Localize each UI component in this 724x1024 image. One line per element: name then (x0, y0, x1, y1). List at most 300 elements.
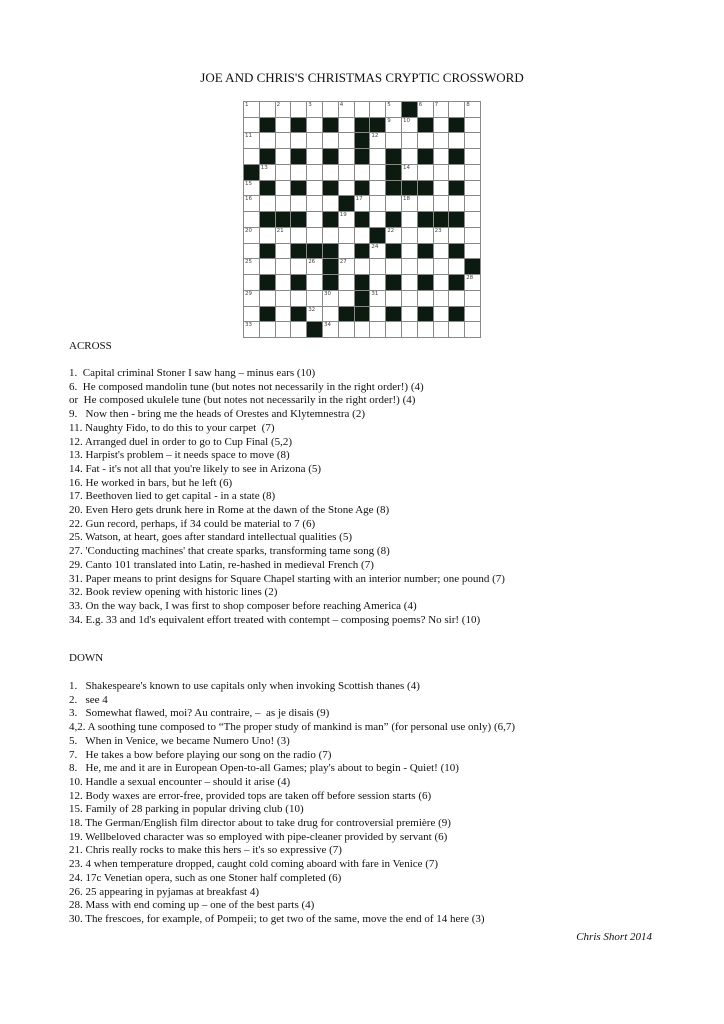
grid-cell[interactable] (449, 291, 464, 306)
grid-block (291, 212, 306, 227)
grid-cell[interactable] (402, 196, 417, 211)
grid-cell[interactable] (434, 259, 449, 274)
clue-number: 17 (355, 196, 363, 203)
grid-block (323, 259, 338, 274)
grid-cell[interactable] (276, 244, 291, 259)
grid-cell[interactable] (260, 259, 275, 274)
grid-cell[interactable] (434, 149, 449, 164)
grid-cell[interactable] (291, 133, 306, 148)
grid-cell[interactable] (276, 275, 291, 290)
down-clue: 23. 4 when temperature dropped, caught cold coming aboard with fare in Venice (7) (69, 858, 439, 871)
grid-cell[interactable] (355, 322, 370, 337)
grid-block (386, 212, 401, 227)
across-clue: 9. Now then - bring me the heads of Orestes and Klytemnestra (2) (69, 408, 366, 421)
grid-cell[interactable] (276, 322, 291, 337)
grid-cell[interactable] (402, 259, 417, 274)
grid-cell[interactable] (386, 291, 401, 306)
grid-block (449, 149, 464, 164)
grid-cell[interactable] (402, 212, 417, 227)
grid-cell[interactable] (418, 165, 433, 180)
clue-number: 15 (245, 180, 252, 187)
grid-cell[interactable] (434, 133, 449, 148)
grid-cell[interactable] (244, 291, 259, 306)
grid-cell[interactable] (449, 228, 464, 243)
grid-cell[interactable] (307, 181, 322, 196)
across-clue: 13. Harpist's problem – it needs space to move (8) (69, 449, 290, 462)
grid-block (449, 307, 464, 322)
grid-cell[interactable] (260, 196, 275, 211)
grid-cell[interactable] (260, 291, 275, 306)
down-clue: 15. Family of 28 parking in popular driving club (10) (69, 803, 304, 816)
across-clue: 32. Book review opening with historic lines (2) (69, 586, 278, 599)
grid-block (244, 165, 259, 180)
grid-cell[interactable] (465, 149, 480, 164)
clue-number: 13 (260, 164, 268, 171)
grid-cell[interactable] (260, 165, 275, 180)
grid-cell[interactable] (418, 228, 433, 243)
down-clue: 7. He takes a bow before playing our song on the radio (7) (69, 748, 332, 761)
grid-cell[interactable] (323, 228, 338, 243)
grid-block (323, 212, 338, 227)
clue-number: 9 (387, 117, 391, 124)
grid-cell[interactable] (339, 291, 354, 306)
grid-block (355, 212, 370, 227)
grid-block (355, 118, 370, 133)
clue-number: 20 (245, 227, 252, 234)
grid-cell[interactable] (386, 322, 401, 337)
grid-cell[interactable] (370, 275, 385, 290)
grid-cell[interactable] (339, 165, 354, 180)
down-clue-list (69, 680, 515, 927)
grid-cell[interactable] (323, 322, 338, 337)
grid-cell[interactable] (370, 165, 385, 180)
grid-block (323, 181, 338, 196)
grid-cell[interactable] (323, 102, 338, 117)
grid-cell[interactable] (323, 165, 338, 180)
grid-cell[interactable] (465, 307, 480, 322)
grid-block (260, 212, 275, 227)
grid-block (418, 275, 433, 290)
grid-block (291, 307, 306, 322)
grid-cell[interactable] (291, 165, 306, 180)
across-clue: 12. Arranged duel in order to go to Cup Final (5,2) (69, 435, 293, 448)
down-clue: 21. Chris really rocks to make this hers – it's so expressive (7) (69, 844, 342, 857)
grid-cell[interactable] (244, 275, 259, 290)
clue-number: 7 (434, 102, 439, 108)
grid-cell[interactable] (386, 102, 401, 117)
grid-block (370, 118, 385, 133)
grid-block (402, 181, 417, 196)
grid-cell[interactable] (276, 102, 291, 117)
grid-block (260, 181, 275, 196)
grid-cell[interactable] (370, 133, 385, 148)
grid-block (291, 275, 306, 290)
down-clue: 3. Somewhat flawed, moi? Au contraire, – as je disais (9) (69, 707, 330, 720)
across-clue: 6. He composed mandolin tune (but notes not necessarily in the right order!) (4) (69, 380, 424, 393)
across-clue: 11. Naughty Fido, to do this to your carpet (7) (69, 421, 275, 434)
grid-block (307, 322, 322, 337)
grid-cell[interactable] (244, 322, 259, 337)
grid-cell[interactable] (339, 259, 354, 274)
grid-cell[interactable] (418, 259, 433, 274)
grid-cell[interactable] (291, 228, 306, 243)
clue-number: 34 (324, 322, 331, 329)
grid-cell[interactable] (276, 307, 291, 322)
grid-cell[interactable] (307, 212, 322, 227)
grid-block (323, 244, 338, 259)
grid-cell[interactable] (276, 149, 291, 164)
grid-cell[interactable] (307, 307, 322, 322)
grid-cell[interactable] (465, 228, 480, 243)
grid-cell[interactable] (339, 275, 354, 290)
grid-block (418, 307, 433, 322)
across-clue: 27. 'Conducting machines' that create sparks, transforming tame song (8) (69, 545, 390, 558)
grid-block (323, 149, 338, 164)
page-title: JOE AND CHRIS'S CHRISTMAS CRYPTIC CROSSWORD (200, 70, 524, 85)
grid-cell[interactable] (370, 307, 385, 322)
grid-cell[interactable] (244, 118, 259, 133)
grid-cell[interactable] (355, 259, 370, 274)
grid-cell[interactable] (434, 307, 449, 322)
across-clue-list (69, 367, 505, 627)
grid-cell[interactable] (465, 196, 480, 211)
down-clue: 5. When in Venice, we became Numero Uno! (3) (69, 734, 290, 747)
down-clue: 26. 25 appearing in pyjamas at breakfast 4) (69, 885, 259, 898)
grid-cell[interactable] (465, 165, 480, 180)
grid-cell[interactable] (434, 181, 449, 196)
down-clue: 30. The frescoes, for example, of Pompeii; to get two of the same, move the end of 14 here (3) (69, 912, 485, 925)
grid-cell[interactable] (244, 244, 259, 259)
clue-number: 33 (245, 322, 252, 329)
grid-cell[interactable] (244, 307, 259, 322)
grid-cell[interactable] (260, 133, 275, 148)
grid-cell[interactable] (244, 259, 259, 274)
grid-cell[interactable] (276, 259, 291, 274)
grid-cell[interactable] (276, 196, 291, 211)
grid-block (386, 275, 401, 290)
grid-cell[interactable] (402, 307, 417, 322)
grid-cell[interactable] (418, 196, 433, 211)
clue-number: 26 (308, 259, 316, 266)
grid-cell[interactable] (370, 244, 385, 259)
down-heading-text: DOWN (69, 652, 104, 664)
grid-cell[interactable] (449, 102, 464, 117)
clue-number: 24 (371, 243, 379, 250)
grid-cell[interactable] (339, 244, 354, 259)
grid-cell[interactable] (323, 196, 338, 211)
across-clue: 1. Capital criminal Stoner I saw hang – minus ears (10) (69, 367, 316, 379)
grid-block (386, 165, 401, 180)
grid-cell[interactable] (291, 102, 306, 117)
grid-cell[interactable] (244, 133, 259, 148)
clue-number: 30 (324, 290, 331, 297)
across-heading (69, 340, 112, 354)
grid-cell[interactable] (323, 307, 338, 322)
grid-cell[interactable] (449, 259, 464, 274)
grid-cell[interactable] (434, 244, 449, 259)
grid-cell[interactable] (244, 228, 259, 243)
grid-cell[interactable] (370, 102, 385, 117)
grid-cell[interactable] (402, 165, 417, 180)
clue-number: 16 (245, 196, 252, 203)
clue-number: 5 (387, 102, 391, 108)
grid-block (418, 118, 433, 133)
grid-cell[interactable] (434, 322, 449, 337)
grid-block (291, 181, 306, 196)
grid-block (370, 228, 385, 243)
grid-cell[interactable] (449, 322, 464, 337)
grid-block (418, 212, 433, 227)
grid-cell[interactable] (244, 212, 259, 227)
down-clue: 24. 17c Venetian opera, such as one Stoner half completed (6) (69, 871, 342, 884)
grid-cell[interactable] (339, 102, 354, 117)
grid-cell[interactable] (339, 322, 354, 337)
grid-cell[interactable] (386, 259, 401, 274)
down-clue: 12. Body waxes are error-free, provided tops are taken off before session starts (6) (69, 789, 432, 802)
grid-cell[interactable] (434, 196, 449, 211)
grid-cell[interactable] (370, 291, 385, 306)
grid-cell[interactable] (291, 291, 306, 306)
grid-cell[interactable] (465, 291, 480, 306)
grid-cell[interactable] (276, 228, 291, 243)
grid-block (418, 149, 433, 164)
grid-cell[interactable] (260, 102, 275, 117)
grid-block (355, 133, 370, 148)
across-clue: 29. Canto 101 translated into Latin, re-hashed in medieval French (7) (69, 558, 374, 571)
grid-cell[interactable] (276, 291, 291, 306)
grid-cell[interactable] (402, 133, 417, 148)
grid-block (355, 181, 370, 196)
grid-cell[interactable] (402, 291, 417, 306)
grid-cell[interactable] (291, 322, 306, 337)
grid-cell[interactable] (291, 196, 306, 211)
grid-cell[interactable] (260, 228, 275, 243)
grid-cell[interactable] (355, 102, 370, 117)
grid-block (355, 291, 370, 306)
grid-block (386, 307, 401, 322)
across-clue: 25. Watson, at heart, goes after standard intellectual qualities (5) (69, 531, 352, 544)
grid-block (355, 244, 370, 259)
grid-block (355, 149, 370, 164)
clue-number: 3 (308, 102, 312, 108)
grid-cell[interactable] (402, 244, 417, 259)
crossword-grid (243, 101, 481, 338)
grid-cell[interactable] (307, 165, 322, 180)
grid-cell[interactable] (449, 165, 464, 180)
grid-cell[interactable] (449, 133, 464, 148)
grid-cell[interactable] (260, 322, 275, 337)
grid-cell[interactable] (339, 149, 354, 164)
grid-cell[interactable] (244, 102, 259, 117)
grid-cell[interactable] (370, 196, 385, 211)
across-clue: 34. E.g. 33 and 1d's equivalent effort treated with contempt – composing poems? No sir! (10) (69, 613, 481, 626)
down-clue: 1. Shakespeare's known to use capitals only when invoking Scottish thanes (4) (69, 680, 420, 692)
grid-cell[interactable] (339, 228, 354, 243)
grid-cell[interactable] (434, 118, 449, 133)
grid-block (291, 118, 306, 133)
grid-cell[interactable] (307, 102, 322, 117)
clue-number: 10 (403, 117, 410, 124)
grid-block (323, 275, 338, 290)
grid-cell[interactable] (355, 228, 370, 243)
grid-cell[interactable] (386, 228, 401, 243)
grid-cell[interactable] (276, 118, 291, 133)
grid-cell[interactable] (370, 149, 385, 164)
grid-block (291, 244, 306, 259)
grid-cell[interactable] (402, 228, 417, 243)
across-clue: 17. Beethoven lied to get capital - in a state (8) (69, 490, 276, 503)
grid-cell[interactable] (339, 181, 354, 196)
clue-number: 18 (403, 196, 410, 203)
across-clue: 22. Gun record, perhaps, if 34 could be material to 7 (6) (69, 517, 316, 530)
grid-cell[interactable] (386, 133, 401, 148)
down-clue: 2. see 4 (69, 693, 108, 706)
grid-cell[interactable] (386, 196, 401, 211)
grid-block (386, 149, 401, 164)
grid-cell[interactable] (276, 165, 291, 180)
grid-block (260, 307, 275, 322)
grid-cell[interactable] (449, 196, 464, 211)
across-clue: 31. Paper means to print designs for Square Chapel starting with an interior number; one pound (7) (69, 572, 505, 585)
grid-block (339, 196, 354, 211)
grid-cell[interactable] (307, 259, 322, 274)
grid-block (276, 212, 291, 227)
grid-cell[interactable] (402, 118, 417, 133)
grid-cell[interactable] (465, 102, 480, 117)
grid-cell[interactable] (434, 275, 449, 290)
grid-cell[interactable] (465, 181, 480, 196)
grid-block (449, 244, 464, 259)
clue-number: 1 (245, 102, 249, 108)
down-clue: 8. He, me and it are in European Open-to-all Games; play's about to begin - Quiet! (10) (69, 762, 459, 775)
grid-cell[interactable] (370, 181, 385, 196)
author-signature: Chris Short 2014 (576, 931, 652, 943)
grid-cell[interactable] (355, 165, 370, 180)
grid-cell[interactable] (434, 291, 449, 306)
grid-cell[interactable] (323, 133, 338, 148)
down-clue: 19. Wellbeloved character was so employed with pipe-cleaner provided by servant (6) (69, 830, 448, 843)
grid-block (418, 244, 433, 259)
grid-cell[interactable] (339, 133, 354, 148)
grid-cell[interactable] (244, 181, 259, 196)
grid-cell[interactable] (307, 133, 322, 148)
grid-block (260, 244, 275, 259)
grid-cell[interactable] (434, 165, 449, 180)
grid-block (434, 212, 449, 227)
grid-cell[interactable] (276, 181, 291, 196)
grid-block (355, 275, 370, 290)
across-clue: 16. He worked in bars, but he left (6) (69, 476, 233, 489)
grid-cell[interactable] (370, 259, 385, 274)
grid-cell[interactable] (402, 149, 417, 164)
grid-cell[interactable] (465, 244, 480, 259)
across-clue: 33. On the way back, I was first to shop composer before reaching America (4) (69, 599, 417, 612)
grid-cell[interactable] (418, 102, 433, 117)
grid-cell[interactable] (418, 322, 433, 337)
clue-number: 14 (403, 164, 410, 171)
clue-number: 11 (245, 133, 252, 140)
down-clue: 10. Handle a sexual encounter – should it arise (4) (69, 775, 291, 788)
grid-cell[interactable] (386, 118, 401, 133)
grid-cell[interactable] (307, 149, 322, 164)
grid-block (402, 102, 417, 117)
grid-cell[interactable] (244, 149, 259, 164)
clue-number: 23 (434, 227, 442, 234)
grid-block (386, 244, 401, 259)
grid-cell[interactable] (307, 291, 322, 306)
grid-block (449, 181, 464, 196)
grid-cell[interactable] (465, 275, 480, 290)
grid-cell[interactable] (465, 322, 480, 337)
grid-cell[interactable] (370, 212, 385, 227)
grid-block (323, 118, 338, 133)
grid-cell[interactable] (402, 322, 417, 337)
grid-cell[interactable] (465, 118, 480, 133)
grid-cell[interactable] (418, 291, 433, 306)
grid-cell[interactable] (339, 118, 354, 133)
grid-block (449, 212, 464, 227)
clue-number: 2 (276, 102, 281, 108)
grid-block (307, 244, 322, 259)
clue-number: 12 (371, 133, 379, 140)
clue-number: 32 (308, 306, 316, 313)
down-clue: 18. The German/English film director about to take drug for controversial première (9) (69, 817, 451, 830)
grid-cell[interactable] (244, 196, 259, 211)
grid-cell[interactable] (370, 322, 385, 337)
grid-block (418, 181, 433, 196)
grid-cell[interactable] (434, 102, 449, 117)
grid-cell[interactable] (307, 275, 322, 290)
clue-number: 25 (245, 259, 252, 266)
grid-block (339, 307, 354, 322)
grid-block (260, 275, 275, 290)
across-heading-text: ACROSS (69, 340, 112, 352)
grid-block (449, 275, 464, 290)
grid-cell[interactable] (291, 259, 306, 274)
grid-cell[interactable] (276, 133, 291, 148)
down-heading (69, 652, 103, 666)
grid-cell[interactable] (307, 228, 322, 243)
across-clue: or He composed ukulele tune (but notes not necessarily in the right order!) (4) (69, 394, 416, 407)
grid-block (386, 181, 401, 196)
clue-number: 6 (418, 102, 423, 108)
grid-block (260, 149, 275, 164)
grid-cell[interactable] (339, 212, 354, 227)
grid-cell[interactable] (355, 196, 370, 211)
grid-block (449, 118, 464, 133)
grid-cell[interactable] (323, 291, 338, 306)
across-clue: 14. Fat - it's not all that you're likely to see in Arizona (5) (69, 462, 322, 475)
clue-number: 28 (466, 275, 474, 282)
grid-cell[interactable] (465, 212, 480, 227)
grid-cell[interactable] (307, 196, 322, 211)
across-clue: 20. Even Hero gets drunk here in Rome at the dawn of the Stone Age (8) (69, 504, 390, 517)
grid-cell[interactable] (418, 133, 433, 148)
down-clue: 28. Mass with end coming up – one of the best parts (4) (69, 899, 315, 912)
clue-number: 4 (339, 102, 344, 108)
grid-block (465, 259, 480, 274)
grid-cell[interactable] (402, 275, 417, 290)
grid-cell[interactable] (307, 118, 322, 133)
grid-cell[interactable] (434, 228, 449, 243)
grid-block (355, 307, 370, 322)
clue-number: 19 (339, 212, 347, 219)
clue-number: 31 (371, 290, 379, 297)
grid-block (291, 149, 306, 164)
clue-number: 8 (466, 102, 470, 108)
clue-number: 21 (276, 227, 284, 234)
grid-cell[interactable] (465, 133, 480, 148)
